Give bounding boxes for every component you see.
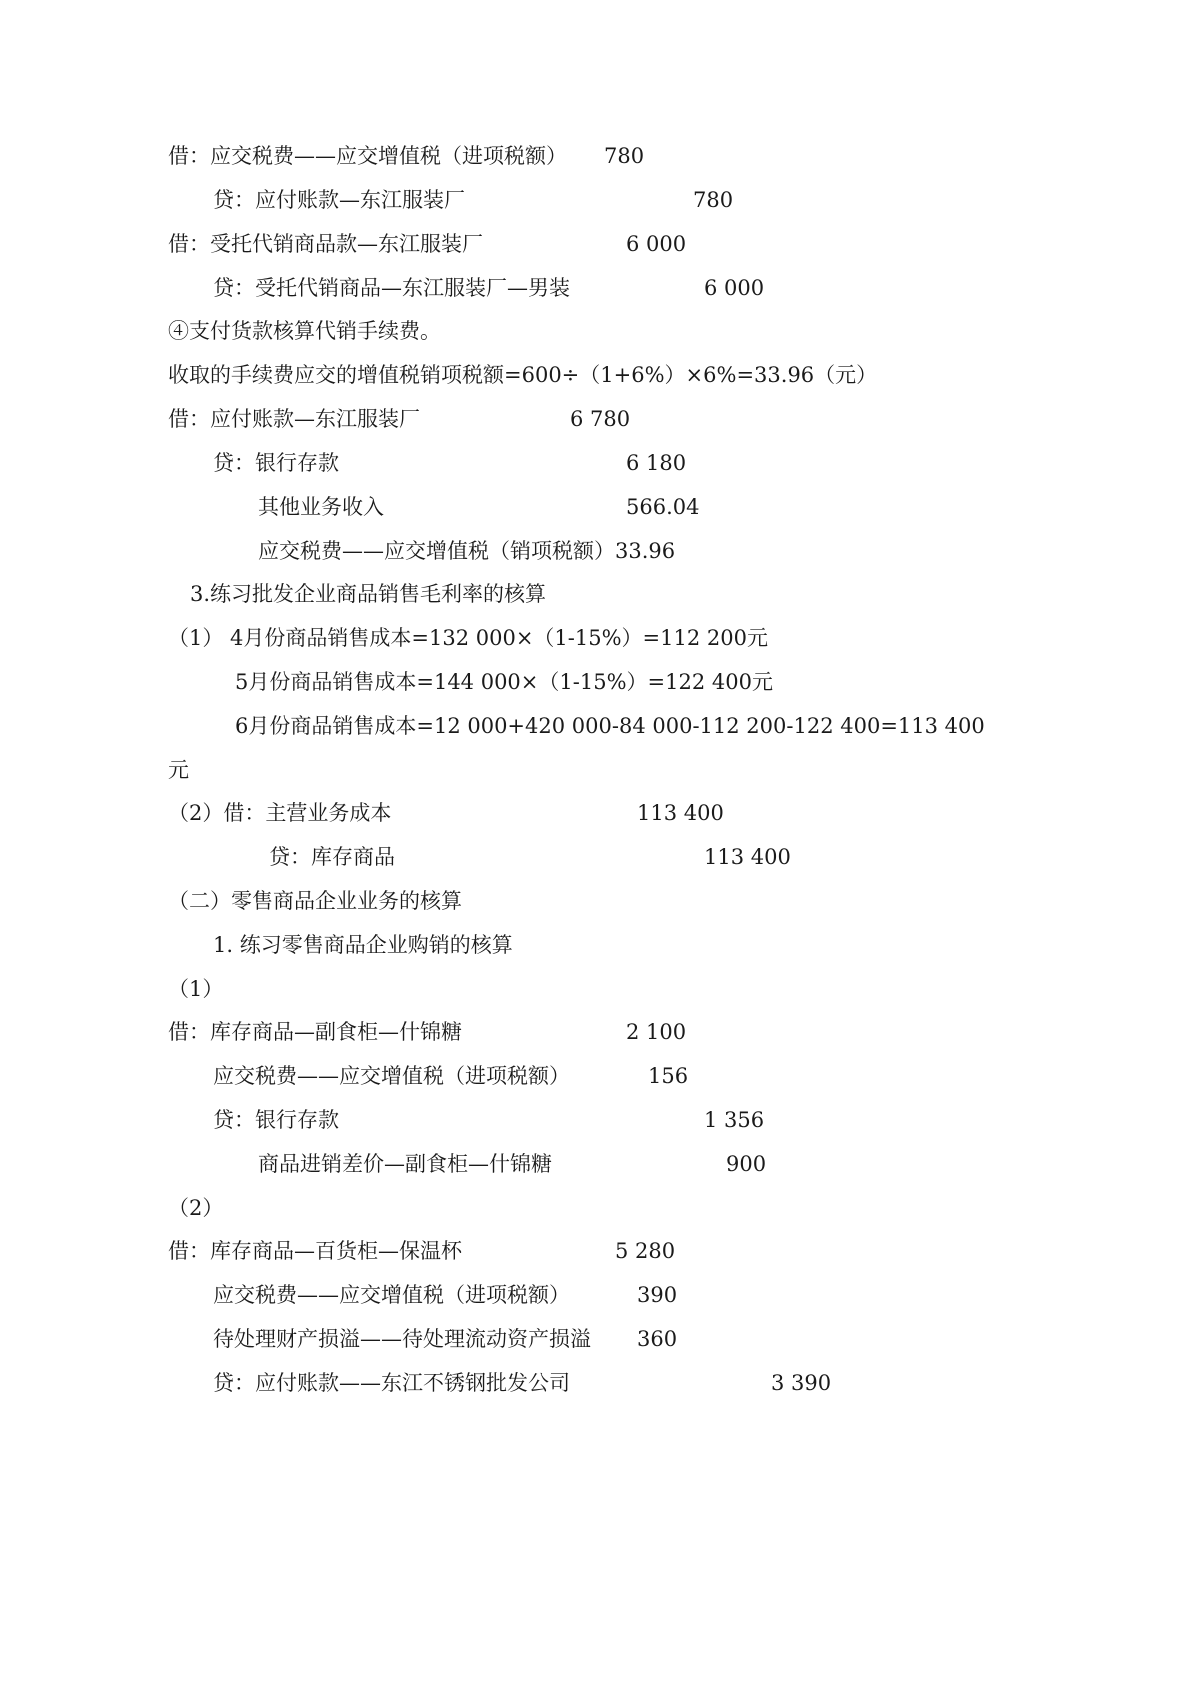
line-text: 贷：库存商品 [269,845,395,869]
line-amount: 156 [648,1064,689,1088]
journal-line [0,1236,1191,1266]
line-text: 1. 练习零售商品企业购销的核算 [213,933,513,957]
journal-line [0,492,1191,522]
line-amount: 6 000 [704,276,765,300]
line-text: 应交税费——应交增值税（销项税额）33.96 [258,539,676,563]
line-text: 3.练习批发企业商品销售毛利率的核算 [190,582,547,606]
line-amount: 5 280 [615,1239,676,1263]
journal-line [0,842,1191,872]
calculation-line [0,711,1191,741]
journal-line [0,404,1191,434]
line-text: 贷：银行存款 [213,1108,339,1132]
paragraph-line [0,360,1191,390]
journal-line [0,185,1191,215]
paragraph-line [0,316,1191,346]
line-text: 6月份商品销售成本=12 000+420 000-84 000-112 200-122 400=113 400 [235,714,985,738]
journal-line [0,1061,1191,1091]
line-amount: 780 [604,144,645,168]
journal-line [0,1280,1191,1310]
journal-line [0,1105,1191,1135]
journal-line [0,1368,1191,1398]
line-amount: 900 [726,1152,767,1176]
journal-line [0,1324,1191,1354]
item-number [0,1193,1191,1223]
line-text: 贷：应付账款—东江服装厂 [213,188,465,212]
line-amount: 2 100 [626,1020,687,1044]
line-text: ④支付货款核算代销手续费。 [168,319,441,343]
line-amount: 113 400 [637,801,724,825]
line-amount: 390 [637,1283,678,1307]
line-amount: 360 [637,1327,678,1351]
journal-line [0,798,1191,828]
journal-line [0,536,1191,566]
line-text: 借：库存商品—副食柜—什锦糖 [168,1020,462,1044]
line-text: 5月份商品销售成本=144 000×（1-15%）=122 400元 [235,670,773,694]
line-text: 商品进销差价—副食柜—什锦糖 [258,1152,552,1176]
line-amount: 566.04 [626,495,700,519]
section-heading [0,579,1191,609]
line-text: 贷：银行存款 [213,451,339,475]
line-text: 借：受托代销商品款—东江服装厂 [168,232,483,256]
section-heading [0,930,1191,960]
line-text: （2）借：主营业务成本 [168,801,392,825]
line-text: （1） 4月份商品销售成本=132 000×（1-15%）=112 200元 [168,626,768,650]
line-text: 待处理财产损溢——待处理流动资产损溢 [213,1327,591,1351]
line-text: 贷：应付账款——东江不锈钢批发公司 [213,1371,570,1395]
line-amount: 6 180 [626,451,687,475]
line-text: 借：库存商品—百货柜—保温杯 [168,1239,462,1263]
calculation-line [0,623,1191,653]
line-text: 贷：受托代销商品—东江服装厂—男装 [213,276,570,300]
line-text: 借：应交税费——应交增值税（进项税额） [168,144,567,168]
line-amount: 113 400 [704,845,791,869]
line-text: （1） [168,977,224,1001]
line-text: 其他业务收入 [258,495,384,519]
line-text: 元 [168,758,189,782]
journal-line [0,1017,1191,1047]
line-text: 借：应付账款—东江服装厂 [168,407,420,431]
journal-line [0,448,1191,478]
line-amount: 6 780 [570,407,631,431]
calculation-line [0,667,1191,697]
line-amount: 1 356 [704,1108,765,1132]
line-text: 收取的手续费应交的增值税销项税额=600÷（1+6%）×6%=33.96（元） [168,363,878,387]
section-heading [0,886,1191,916]
line-text: （2） [168,1196,224,1220]
line-amount: 3 390 [771,1371,832,1395]
line-amount: 6 000 [626,232,687,256]
journal-line [0,273,1191,303]
journal-line [0,229,1191,259]
calculation-line [0,755,1191,785]
line-amount: 780 [693,188,734,212]
line-text: 应交税费——应交增值税（进项税额） [213,1283,570,1307]
journal-line [0,141,1191,171]
item-number [0,974,1191,1004]
line-text: （二）零售商品企业业务的核算 [168,889,462,913]
line-text: 应交税费——应交增值税（进项税额） [213,1064,570,1088]
journal-line [0,1149,1191,1179]
